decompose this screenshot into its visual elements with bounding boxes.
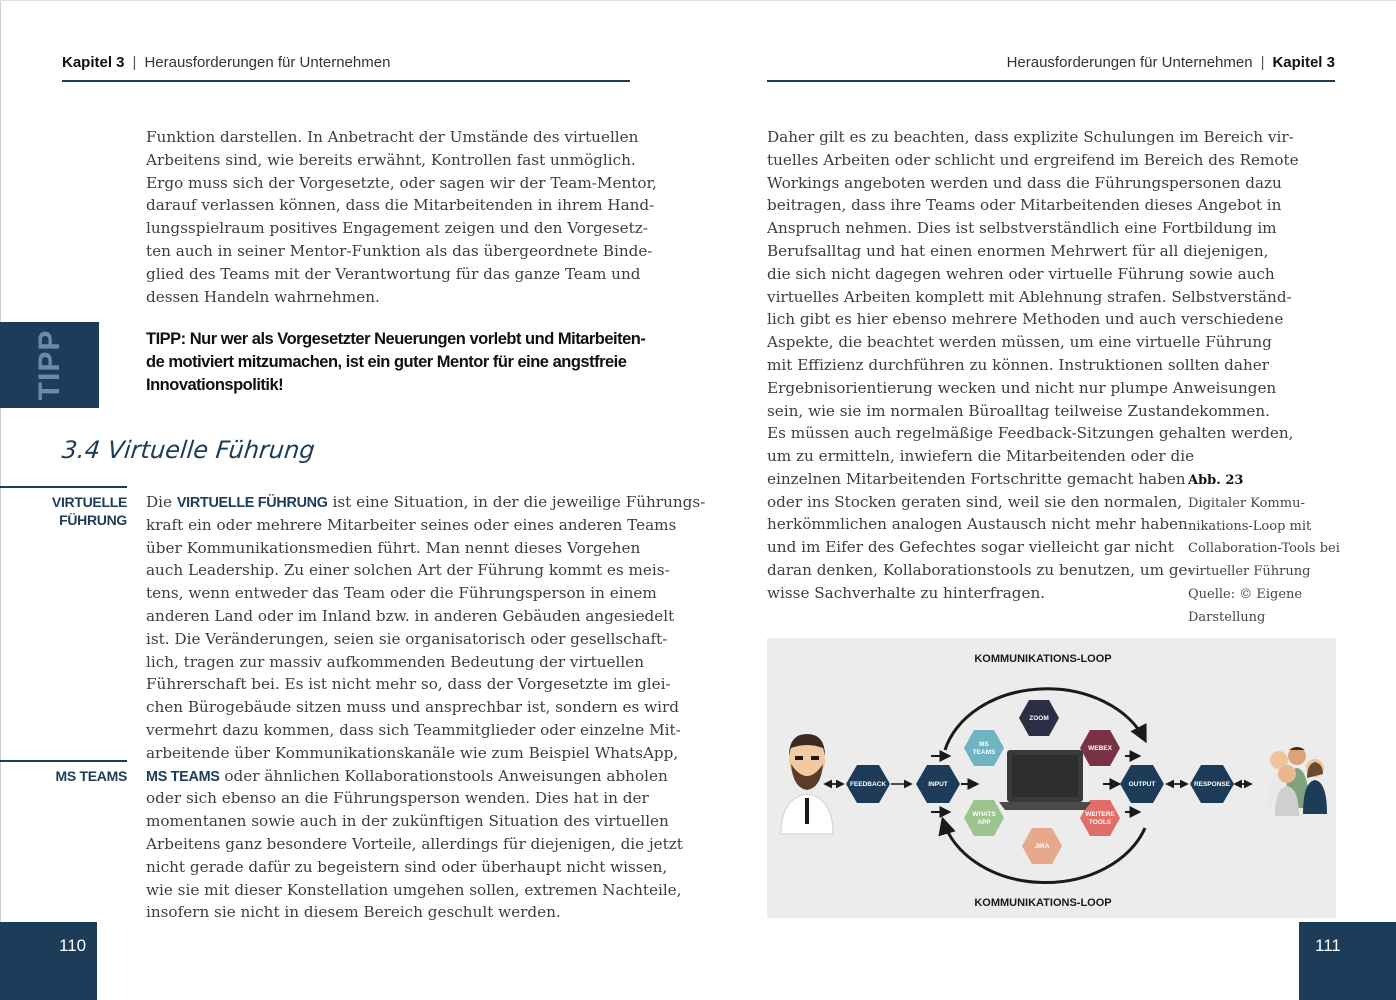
text-line: wisse Sachverhalte zu hinterfragen. (767, 583, 1046, 602)
text-line: über Kommunikationsmedien führt. Man nennt dieses Vorgehen (146, 538, 641, 557)
page-edge (0, 0, 1, 1000)
text-line: insofern sie nicht in diesem Bereich geschult werden. (146, 903, 561, 922)
hex-webex (1080, 730, 1120, 766)
hex-teams-label-1: MS (979, 741, 989, 748)
right-paragraph-narrow (767, 445, 1195, 605)
hex-weitere-label-1: WEITERE (1085, 811, 1115, 818)
text-line (146, 491, 706, 514)
right-page-header (767, 54, 1335, 82)
chapter-title: Herausforderungen für Unternehmen (144, 54, 391, 71)
text-line: dessen Handeln wahrnehmen. (146, 287, 380, 306)
page-number-left (0, 922, 97, 1000)
text-line: Führerschaft bei. Es ist nicht mehr so, dass der Vorgesetzte im glei- (146, 675, 671, 694)
margin-note-line: MS TEAMS (55, 768, 127, 784)
hex-jira (1022, 828, 1062, 864)
hex-weitere-label-2: TOOLS (1088, 819, 1112, 826)
page-number-right (1299, 922, 1396, 1000)
text-line: Anspruch nehmen. Dies ist selbstverständlich eine Fortbildung im (767, 219, 1277, 238)
page-edge-top (0, 0, 1396, 1)
text-line: lich gibt es hier ebenso mehrere Methoden und auch verschiedene (767, 310, 1284, 329)
text-line: momentanen sowie auch in der zukünftigen Situation des virtuellen (146, 812, 669, 831)
caption-line: Quelle: © Eigene (1188, 586, 1303, 602)
text-line: Ergo muss sich der Vorgesetzte, oder sagen wir der Team-Mentor, (146, 173, 657, 192)
communication-loop-diagram (767, 638, 1336, 918)
tipp-callout (146, 328, 646, 397)
loop-label-bottom: KOMMUNIKATIONS-LOOP (974, 897, 1112, 909)
body-paragraph (146, 491, 706, 924)
page-number-text: 110 (59, 936, 87, 955)
caption-line: virtueller Führung (1188, 564, 1311, 580)
chapter-label: Kapitel 3 (62, 54, 125, 71)
text-line: tens, wenn entweder das Team oder die Führungsperson in einem (146, 584, 657, 603)
hex-whatsapp-label-1: WHATS (972, 811, 996, 818)
chapter-label: Kapitel 3 (1272, 54, 1335, 71)
loop-label-top: KOMMUNIKATIONS-LOOP (974, 653, 1112, 665)
margin-rule-virtuelle (0, 486, 127, 488)
tipp-line: TIPP: Nur wer als Vorgesetzter Neuerungen vorlebt und Mitarbeiten- (146, 330, 646, 348)
header-separator: | (132, 54, 137, 71)
tipp-badge (0, 322, 99, 408)
hex-teams-label-2: TEAMS (972, 749, 996, 756)
text-line: auch Leadership. Zu einer solchen Art der Führung kommt es meis- (146, 561, 670, 580)
caption-line: Darstellung (1188, 609, 1266, 625)
margin-note-line: FÜHRUNG (59, 512, 127, 528)
caption-line: Digitaler Kommu- (1188, 495, 1305, 511)
text-run: Die (146, 493, 177, 511)
caption-title-text: Abb. 23 (1188, 473, 1244, 488)
text-line: oder sich ebenso an die Führungsperson wenden. Dies hat in der (146, 789, 649, 808)
hex-ms-teams (964, 730, 1004, 766)
text-line: ist. Die Veränderungen, seien sie organisatorisch oder gesellschaft- (146, 629, 668, 648)
text-line: tuelles Arbeiten oder schlicht und ergreifend im Bereich des Remote (767, 150, 1299, 169)
section-heading: 3.4 Virtuelle Führung (60, 436, 317, 464)
text-line: ten auch in seiner Mentor-Funktion als das übergeordnete Binde- (146, 241, 653, 260)
hex-whatsapp-label-2: APP (977, 819, 991, 826)
keyword-virtuelle-fuehrung: VIRTUELLE FÜHRUNG (176, 495, 328, 511)
intro-paragraph (146, 126, 657, 308)
hex-input-label: INPUT (928, 781, 948, 788)
hex-output (1120, 765, 1164, 803)
margin-note-virtuelle-fuehrung (52, 493, 127, 529)
text-line: Aspekte, die beachtet werden müssen, um eine virtuelle Führung (767, 333, 1272, 352)
team-avatars-icon (1267, 747, 1327, 816)
text-line: und im Eifer des Gefechtes sogar vielleicht gar nicht (767, 538, 1174, 557)
laptop-icon (999, 750, 1091, 810)
text-line: Berufsalltag und hat einen enormen Mehrwert für all diejenigen, (767, 241, 1269, 260)
tipp-badge-label: TIPP (32, 329, 66, 401)
caption-title (1188, 470, 1348, 493)
text-run: oder ähnlichen Kollaborationstools Anweisungen abholen (219, 766, 668, 785)
hex-input (916, 765, 960, 803)
text-line: kraft ein oder mehrere Mitarbeiter seines oder eines anderen Teams (146, 515, 677, 534)
margin-note-ms-teams (56, 767, 128, 785)
text-line: nicht gerade dafür zu begeistern sind oder überhaupt nicht wissen, (146, 857, 668, 876)
text-line: lich, tragen zur massiv aufkommenden Bedeutung der virtuellen (146, 652, 644, 671)
text-line: Arbeitens sind, wie bereits erwähnt, Kontrollen fast unmöglich. (146, 150, 636, 169)
text-line: Funktion darstellen. In Anbetracht der Umstände des virtuellen (146, 128, 639, 146)
hex-whatsapp (964, 800, 1004, 836)
header-separator: | (1260, 54, 1265, 71)
text-line: Workings angeboten werden und dass die Führungspersonen dazu (767, 173, 1282, 192)
text-line: oder ins Stocken geraten sind, weil sie den normalen, (767, 492, 1183, 511)
text-line: Daher gilt es zu beachten, dass explizite Schulungen im Bereich vir- (767, 128, 1294, 146)
text-line (146, 765, 668, 788)
text-line: mit Effizienz durchführen zu können. Instruktionen sollten daher (767, 355, 1269, 374)
left-page-header (62, 54, 630, 82)
text-line: darauf verlassen können, dass die Mitarbeitenden in ihrem Hand- (146, 196, 655, 215)
text-line: um zu ermitteln, inwiefern die Mitarbeitenden oder die (767, 447, 1195, 465)
hex-jira-label: JIRA (1034, 843, 1050, 850)
text-line: anderen Land oder im Inland bzw. in anderen Gebäuden angesiedelt (146, 606, 675, 625)
text-line: arbeitende über Kommunikationskanäle wie zum Beispiel WhatsApp, (146, 743, 679, 762)
text-line: vermehrt dazu kommen, dass sich Teammitglieder oder einzelne Mit- (146, 720, 681, 739)
text-line: die sich nicht dagegen wehren oder virtuelle Führung sowie auch (767, 264, 1275, 283)
text-line: sein, wie sie im normalen Büroalltag teilweise Zustandekommen. (767, 401, 1271, 420)
hex-response-label: RESPONSE (1193, 781, 1231, 788)
text-line: glied des Teams mit der Verantwortung für das ganze Team und (146, 264, 641, 283)
text-line: daran denken, Kollaborationstools zu benutzen, um ge- (767, 560, 1193, 579)
chapter-title: Herausforderungen für Unternehmen (1006, 54, 1253, 71)
hex-feedback (846, 765, 890, 803)
keyword-ms-teams: MS TEAMS (146, 768, 220, 785)
caption-line: Collaboration-Tools bei (1188, 541, 1340, 557)
text-line: wie sie mit dieser Konstellation umgehen sollen, extremen Nachteile, (146, 880, 682, 899)
text-line: einzelnen Mitarbeitenden Fortschritte gemacht haben (767, 469, 1186, 488)
text-line: herkömmlichen analogen Austausch nicht mehr haben (767, 515, 1188, 534)
tipp-line: de motiviert mitzumachen, ist ein guter Mentor für eine angstfreie (146, 353, 627, 371)
page-number-text: 111 (1315, 936, 1341, 955)
text-line: Arbeitens ganz besondere Vorteile, allerdings für diejenigen, die jetzt (146, 834, 683, 853)
hex-feedback-label: FEEDBACK (849, 781, 887, 788)
figure-caption (1188, 470, 1348, 630)
hex-webex-label: WEBEX (1088, 745, 1112, 752)
tipp-line: Innovationspolitik! (146, 376, 284, 394)
text-line: chen Bürogebäude sitzen muss und ansprechbar ist, sondern es wird (146, 698, 680, 717)
text-run: ist eine Situation, in der die jeweilige Führungs- (327, 493, 706, 511)
margin-rule-msteams (0, 760, 127, 762)
hex-zoom-label: ZOOM (1029, 715, 1049, 722)
caption-line: nikations-Loop mit (1188, 518, 1312, 534)
text-line: lungsspielraum positives Engagement zeigen und den Vorgesetz- (146, 219, 648, 238)
hex-output-label: OUTPUT (1128, 781, 1156, 788)
hex-response (1190, 765, 1234, 803)
text-line: beitragen, dass ihre Teams oder Mitarbeitenden dieses Angebot in (767, 196, 1282, 215)
right-paragraph (767, 126, 1299, 445)
communication-loop-figure (767, 638, 1336, 918)
text-line: Ergebnisorientierung wecken und nicht nur plumpe Anweisungen (767, 378, 1277, 397)
text-line: virtuelles Arbeiten komplett mit Ablehnung strafen. Selbstverständ- (767, 287, 1292, 306)
margin-note-line: VIRTUELLE (51, 494, 127, 510)
text-line: Es müssen auch regelmäßige Feedback-Sitzungen gehalten werden, (767, 424, 1294, 443)
hex-zoom (1019, 700, 1059, 736)
